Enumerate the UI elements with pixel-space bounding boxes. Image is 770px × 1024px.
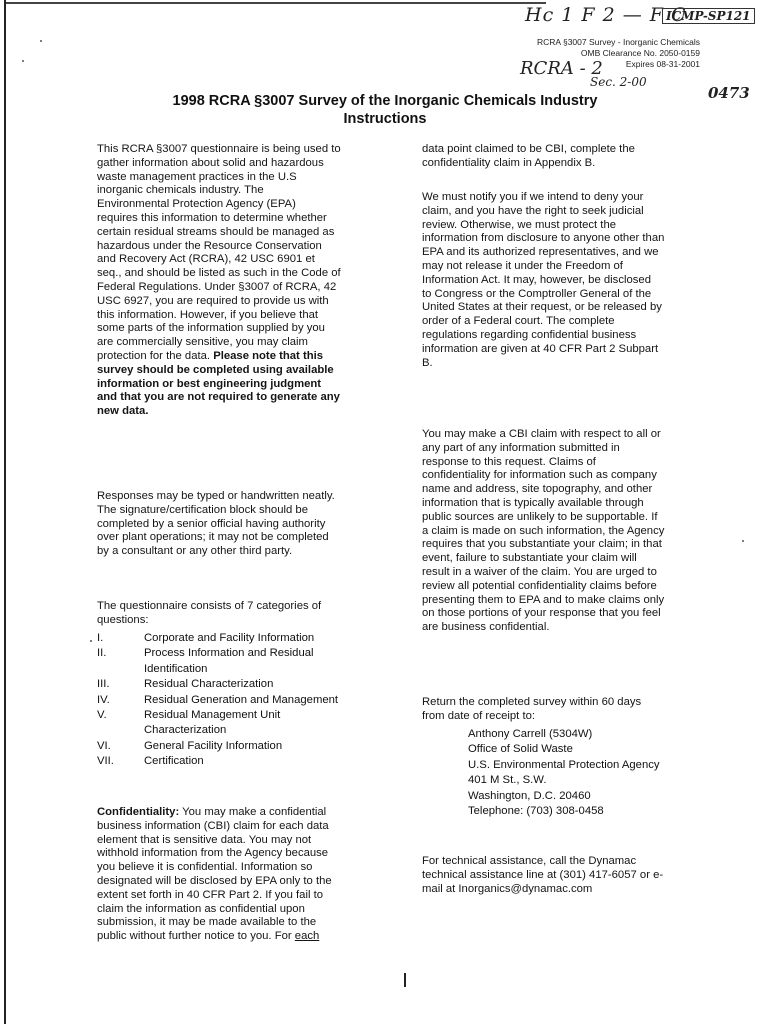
document-subtitle: Instructions (343, 111, 427, 127)
cbi-continuation-paragraph (422, 143, 704, 171)
emphasis-line: survey should be completed using available (97, 363, 334, 376)
confidentiality-heading: Confidentiality: (97, 806, 180, 818)
handwritten-rcra-note: RCRA - 2 (520, 58, 603, 79)
text-line: The signature/certification block should be (97, 503, 308, 516)
notify-paragraph (422, 191, 704, 370)
list-item-label: Certification (144, 755, 204, 768)
emphasis-line: new data. (97, 405, 149, 418)
text-line: some parts of the information supplied by you (97, 322, 325, 335)
text-line: information are given at 40 CFR Part 2 Subpart (422, 342, 659, 355)
document-title: 1998 RCRA §3007 Survey of the Inorganic Chemicals Industry (172, 93, 598, 109)
text-line: data point claimed to be CBI, complete the (422, 143, 635, 155)
list-item-label: Identification (144, 662, 208, 675)
form-info-block (537, 37, 700, 70)
text-line: requires this information to determine whether (97, 211, 327, 224)
text-line: requires that you substantiate your claim; in that (422, 538, 662, 551)
text-line: you believe it is confidential. Information so (97, 861, 313, 874)
text-line: United States at their request, or be released by (422, 301, 662, 314)
text-line: hazardous under the Resource Conservation (97, 239, 322, 252)
list-item (97, 631, 384, 646)
text-line: are business confidential. (422, 621, 550, 634)
scan-speck (22, 60, 24, 62)
scan-speck (742, 540, 744, 542)
list-item-label: General Facility Information (144, 739, 283, 752)
text-line: review. Otherwise, we must protect the (422, 218, 617, 231)
text-line: confidentiality claim in Appendix B. (422, 156, 596, 169)
text-span: public without further notice to you. For (97, 930, 295, 943)
text-line: to Congress or the Comptroller General of the (422, 287, 652, 300)
text-line: completed by a senior official having authority (97, 517, 326, 530)
text-line: response to this request. Claims of (422, 455, 596, 468)
list-item-label: Corporate and Facility Information (144, 632, 315, 644)
text-line: Return the completed survey within 60 days (422, 696, 642, 708)
list-item-number: IV. (97, 693, 110, 706)
scan-speck (40, 40, 42, 42)
address-telephone: Telephone: (703) 308-0458 (468, 805, 604, 818)
text-line: regulations regarding confidential business (422, 328, 637, 341)
return-paragraph (422, 696, 704, 724)
text-line: any part of any information submitted in (422, 441, 620, 454)
list-item (97, 646, 384, 677)
address-city: Washington, D.C. 20460 (468, 789, 591, 802)
text-line: questions: (97, 613, 149, 626)
emphasis-line: information or best engineering judgment (97, 377, 322, 390)
text-line: and Recovery Act (RCRA), 42 USC 6901 et (97, 253, 315, 266)
text-line (97, 350, 382, 364)
confidentiality-paragraph (97, 806, 382, 944)
text-line: from date of receipt to: (422, 709, 536, 722)
list-item-number: VII. (97, 755, 114, 768)
list-item (97, 739, 384, 754)
handwritten-annotation-top: Hc 1 F 2 — F C (525, 4, 687, 26)
text-line: We must notify you if we intend to deny your (422, 191, 644, 203)
text-line: inorganic chemicals industry. The (97, 184, 264, 197)
list-item (97, 677, 384, 692)
scan-edge-line (4, 0, 6, 1024)
text-line: on those portions of your response that you feel (422, 607, 661, 620)
text-line: over plant operations; it may not be completed (97, 531, 329, 544)
list-item (97, 708, 384, 739)
text-line: EPA and its authorized representatives, and we (422, 246, 659, 259)
list-item (97, 754, 384, 769)
text-line: Environmental Protection Agency (EPA) (97, 198, 296, 211)
list-item-label: Characterization (144, 724, 227, 737)
address-agency: U.S. Environmental Protection Agency (468, 758, 660, 771)
cbi-claim-paragraph (422, 428, 704, 635)
form-info-omb: OMB Clearance No. 2050-0159 (580, 48, 700, 58)
text-line: a claim is made on such information, the Agency (422, 524, 665, 537)
scan-speck (90, 640, 92, 642)
text-line: information that is typically available through (422, 496, 644, 509)
text-line: public sources are unlikely to be supportable. If (422, 510, 658, 523)
handwritten-page-number: 0473 (708, 84, 750, 102)
text-line: technical assistance line at (301) 417-6057 or e- (422, 868, 664, 881)
text-line: Responses may be typed or handwritten neatly. (97, 490, 335, 502)
text-line: presenting them to EPA and to make claims only (422, 593, 665, 606)
list-item-number: I. (97, 632, 104, 644)
text-line: claim the information as confidential upon (97, 902, 305, 915)
address-contact-name: Anthony Carrell (5304W) (468, 728, 593, 740)
text-line: by a consultant or any other third party. (97, 545, 293, 558)
text-line: certain residual streams should be managed as (97, 225, 335, 238)
mailing-address (468, 727, 660, 819)
text-line: This RCRA §3007 questionnaire is being used to (97, 143, 341, 155)
text-line: The questionnaire consists of 7 categories of (97, 600, 322, 612)
form-info-expires: Expires 08-31-2001 (625, 59, 700, 69)
handwritten-date-note: Sec. 2-00 (590, 75, 647, 89)
text-span: protection for the data. (97, 349, 214, 362)
text-line: B. (422, 356, 433, 369)
text-line: order of a Federal court. The complete (422, 315, 615, 328)
text-line: You may make a CBI claim with respect to all or (422, 428, 661, 440)
address-street: 401 M St., S.W. (468, 774, 547, 787)
list-item-number: VI. (97, 739, 111, 752)
emphasis-line: and that you are not required to generate any (97, 391, 340, 404)
text-line: withhold information from the Agency because (97, 847, 329, 860)
text-line: gather information about solid and hazardous (97, 156, 324, 169)
address-office: Office of Solid Waste (468, 743, 573, 756)
underlined-text: each (294, 930, 320, 943)
scan-mark (404, 973, 406, 987)
text-line: information from disclosure to anyone other than (422, 232, 665, 245)
list-item-number: III. (97, 678, 110, 691)
list-item-label: Residual Characterization (144, 678, 274, 691)
categories-intro (97, 600, 382, 628)
list-item-label: Process Information and Residual (144, 647, 314, 660)
text-line: are commercially sensitive, you may claim (97, 336, 308, 349)
text-line: event, failure to substantiate your claim will (422, 552, 637, 565)
technical-assistance-paragraph (422, 855, 704, 896)
text-line: review all potential confidentiality claims before (422, 579, 657, 592)
text-line (97, 930, 382, 944)
form-info-survey: RCRA §3007 Survey - Inorganic Chemicals (537, 37, 700, 47)
list-item-label: Residual Management Unit (144, 709, 281, 722)
email-text: mail at Inorganics@dynamac.com (422, 882, 593, 895)
responses-paragraph (97, 490, 382, 559)
list-item-number: II. (97, 647, 107, 660)
text-line: claim, and you have the right to seek judicial (422, 204, 644, 217)
scan-top-line (6, 2, 546, 4)
text-line: seq., and should be listed as such in the Code of (97, 267, 341, 280)
text-line: element that is sensitive data. You may not (97, 833, 312, 846)
text-line (97, 806, 382, 820)
text-line: Information Act. It may, however, be disclosed (422, 273, 651, 286)
text-line: USC 6927, you are required to provide us with (97, 294, 329, 307)
text-line: may not release it under the Freedom of (422, 259, 623, 272)
document-stamp: ICMP-SP121 (662, 8, 755, 24)
text-line: result in a waiver of the claim. You are urged to (422, 565, 657, 578)
text-line: business information (CBI) claim for each data (97, 819, 329, 832)
text-line: For technical assistance, call the Dynamac (422, 855, 637, 867)
text-line: waste management practices in the U.S (97, 170, 297, 183)
text-line: this information. However, if you believe that (97, 308, 319, 321)
text-line: extent set forth in 40 CFR Part 2. If you fail to (97, 888, 324, 901)
intro-paragraph (97, 143, 382, 419)
text-line: submission, it may be made available to the (97, 916, 317, 929)
text-line: Federal Regulations. Under §3007 of RCRA, 42 (97, 280, 337, 293)
list-item-label: Residual Generation and Management (144, 693, 339, 706)
text-line: confidentiality for information such as company (422, 469, 657, 482)
text-line: name and address, site topography, and other (422, 483, 653, 496)
categories-list (97, 631, 384, 770)
list-item-number: V. (97, 709, 107, 722)
list-item (97, 693, 384, 708)
emphasis-text: Please note that this (213, 349, 324, 362)
text-span: You may make a confidential (179, 806, 327, 818)
text-line: designated will be disclosed by EPA only to the (97, 874, 332, 887)
